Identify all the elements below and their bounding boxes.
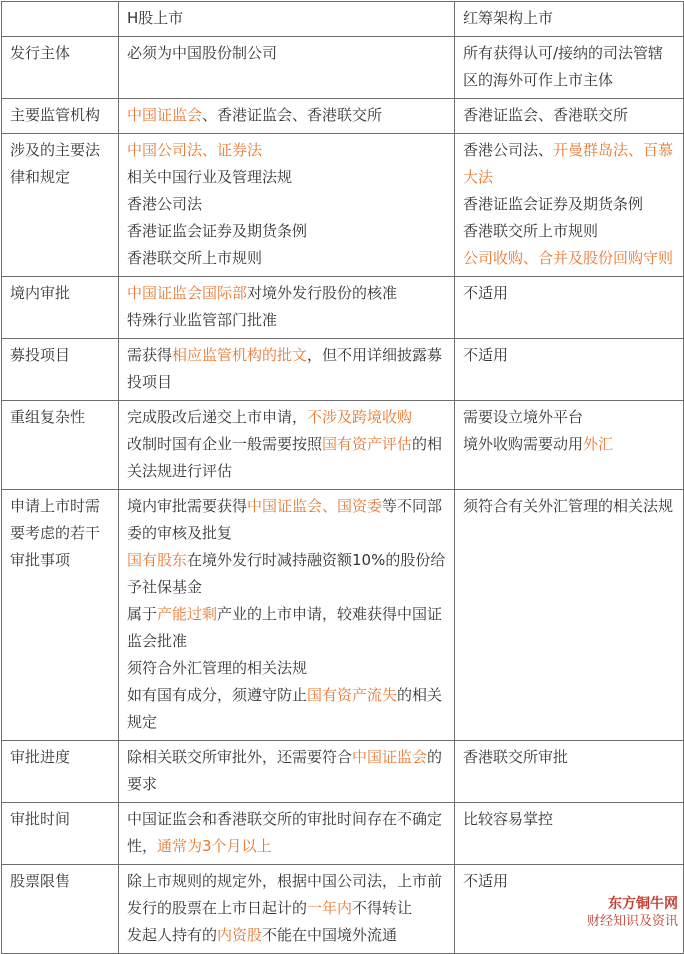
cell-line — [127, 40, 448, 67]
cell-text: 不得转让 — [352, 899, 413, 917]
cell-text: 如有国有成分，须遵守防止 — [127, 686, 308, 704]
cell-text: 所有获得认可/接纳的司法管辖区的海外可作上市主体 — [463, 44, 664, 89]
h-share-cell — [119, 277, 455, 339]
cell-line — [463, 431, 677, 458]
row-label: 股票限售 — [2, 865, 119, 954]
cell-line — [127, 404, 448, 431]
highlighted-text: 公司收购、合并及股份回购守则 — [463, 249, 674, 267]
red-chip-cell — [455, 339, 684, 401]
cell-text: 须符合外汇管理的相关法规 — [127, 659, 308, 677]
cell-text: 的要求 — [127, 748, 443, 793]
cell-text: 发起人持有的 — [127, 926, 218, 944]
red-chip-cell — [455, 741, 684, 803]
cell-text: 香港证监会证券及期货条例 — [463, 195, 644, 213]
highlighted-text: 国有资产评估 — [322, 435, 413, 453]
h-share-cell — [119, 134, 455, 277]
cell-text: 需获得 — [127, 346, 173, 364]
row-label: 申请上市时需要考虑的若干审批事项 — [2, 490, 119, 741]
highlighted-text: 中国证监会、国资委 — [247, 497, 383, 515]
cell-line — [463, 102, 677, 129]
cell-text: 、香港证监会、香港联交所 — [202, 106, 383, 124]
highlighted-text: 内资股 — [217, 926, 263, 944]
cell-text: 香港联交所审批 — [463, 748, 569, 766]
cell-text: 不能在中国境外流通 — [262, 926, 398, 944]
header-h-share: H股上市 — [119, 2, 455, 37]
cell-text: 香港联交所上市规则 — [127, 249, 263, 267]
cell-text: 在境外发行时减持融资额10%的股份给予社保基金 — [127, 551, 446, 596]
cell-line — [127, 493, 448, 547]
h-share-cell — [119, 37, 455, 99]
highlighted-text: 产能过剩 — [157, 605, 218, 623]
cell-line — [463, 404, 677, 431]
highlighted-text: 外汇 — [583, 435, 614, 453]
red-chip-cell — [455, 401, 684, 490]
cell-text: 产业的上市申请，较难获得中国证监会批准 — [127, 605, 443, 650]
table-row — [2, 37, 684, 99]
header-corner — [2, 2, 119, 37]
highlighted-text: 一年内 — [307, 899, 353, 917]
cell-line — [127, 682, 448, 736]
cell-text: 相关中国行业及管理法规 — [127, 168, 293, 186]
red-chip-cell — [455, 277, 684, 339]
cell-text: 香港公司法 — [127, 195, 203, 213]
cell-text: 特殊行业监管部门批准 — [127, 311, 278, 329]
table-row — [2, 339, 684, 401]
red-chip-cell — [455, 37, 684, 99]
highlighted-text: 不涉及跨境收购 — [307, 408, 413, 426]
h-share-cell — [119, 401, 455, 490]
red-chip-cell — [455, 99, 684, 134]
cell-line — [463, 245, 677, 272]
table-row — [2, 865, 684, 954]
cell-line — [463, 191, 677, 218]
table-row — [2, 99, 684, 134]
cell-text: 改制时国有企业一般需要按照 — [127, 435, 323, 453]
h-share-cell — [119, 741, 455, 803]
highlighted-text: 开曼群岛法、百慕大法 — [463, 141, 674, 186]
cell-text: 境内审批需要获得 — [127, 497, 248, 515]
cell-line — [127, 547, 448, 601]
cell-line — [463, 806, 677, 833]
highlighted-text: 相应监管机构的批文 — [172, 346, 308, 364]
cell-text: 需要设立境外平台 — [463, 408, 584, 426]
cell-text: 不适用 — [463, 872, 509, 890]
cell-line — [463, 744, 677, 771]
row-label: 审批进度 — [2, 741, 119, 803]
cell-line — [463, 868, 677, 895]
cell-text: 比较容易掌控 — [463, 810, 554, 828]
table-row — [2, 741, 684, 803]
highlighted-text: 中国公司法、证券法 — [127, 141, 263, 159]
cell-text: 不适用 — [463, 284, 509, 302]
row-label: 重组复杂性 — [2, 401, 119, 490]
cell-line — [127, 218, 448, 245]
red-chip-cell — [455, 134, 684, 277]
cell-line — [127, 922, 448, 949]
cell-text: 香港公司法、 — [463, 141, 554, 159]
cell-line — [463, 218, 677, 245]
comparison-table — [1, 1, 684, 954]
table-row — [2, 277, 684, 339]
cell-line — [127, 868, 448, 922]
h-share-cell — [119, 803, 455, 865]
row-label: 发行主体 — [2, 37, 119, 99]
h-share-cell — [119, 865, 455, 954]
cell-text: 须符合有关外汇管理的相关法规 — [463, 497, 674, 515]
cell-text: 香港证监会、香港联交所 — [463, 106, 629, 124]
cell-line — [127, 280, 448, 307]
cell-text: 的相关规定 — [127, 686, 443, 731]
cell-text: 完成股改后递交上市申请， — [127, 408, 308, 426]
cell-text: 香港证监会证券及期货条例 — [127, 222, 308, 240]
red-chip-cell — [455, 803, 684, 865]
cell-line — [127, 164, 448, 191]
header-red-chip: 红筹架构上市 — [455, 2, 684, 37]
row-label: 主要监管机构 — [2, 99, 119, 134]
cell-line — [463, 342, 677, 369]
row-label: 境内审批 — [2, 277, 119, 339]
row-label: 涉及的主要法律和规定 — [2, 134, 119, 277]
cell-line — [127, 307, 448, 334]
cell-line — [127, 655, 448, 682]
cell-text: 香港联交所上市规则 — [463, 222, 599, 240]
cell-line — [127, 102, 448, 129]
cell-line — [463, 137, 677, 191]
table-row — [2, 803, 684, 865]
header-row — [2, 2, 684, 37]
h-share-cell — [119, 339, 455, 401]
cell-line — [127, 601, 448, 655]
table-row — [2, 490, 684, 741]
highlighted-text: 中国证监会 — [352, 748, 428, 766]
cell-line — [127, 744, 448, 798]
cell-text: 属于 — [127, 605, 158, 623]
cell-line — [127, 191, 448, 218]
red-chip-cell — [455, 490, 684, 741]
h-share-cell — [119, 490, 455, 741]
cell-line — [127, 431, 448, 485]
cell-text: 除相关联交所审批外，还需要符合 — [127, 748, 353, 766]
table-row — [2, 134, 684, 277]
highlighted-text: 国有股东 — [127, 551, 188, 569]
highlighted-text: 通常为3个月以上 — [157, 837, 272, 855]
cell-line — [127, 245, 448, 272]
highlighted-text: 中国证监会 — [127, 106, 203, 124]
highlighted-text: 中国证监会国际部 — [127, 284, 248, 302]
h-share-cell — [119, 99, 455, 134]
cell-text: 境外收购需要动用 — [463, 435, 584, 453]
cell-text: 除上市规则的规定外，根据中国公司法，上市前发行的股票在上市日起计的 — [127, 872, 443, 917]
watermark-site-name: 东方铜牛网 — [608, 896, 678, 912]
cell-line — [463, 280, 677, 307]
cell-line — [463, 40, 677, 94]
cell-text: 必须为中国股份制公司 — [127, 44, 278, 62]
row-label: 审批时间 — [2, 803, 119, 865]
cell-text: 的相关法规进行评估 — [127, 435, 443, 480]
cell-line — [127, 342, 448, 396]
highlighted-text: 国有资产流失 — [307, 686, 398, 704]
cell-line — [463, 493, 677, 520]
watermark-tagline: 财经知识及资讯 — [586, 914, 678, 929]
cell-text: 中国证监会和香港联交所的审批时间存在不确定性， — [127, 810, 443, 855]
row-label: 募投项目 — [2, 339, 119, 401]
cell-line — [127, 137, 448, 164]
cell-line — [127, 806, 448, 860]
watermark — [587, 895, 678, 931]
cell-text: 等不同部委的审核及批复 — [127, 497, 443, 542]
cell-text: ，但不用详细披露募投项目 — [127, 346, 443, 391]
cell-text: 对境外发行股份的核准 — [247, 284, 398, 302]
table-row — [2, 401, 684, 490]
cell-text: 不适用 — [463, 346, 509, 364]
